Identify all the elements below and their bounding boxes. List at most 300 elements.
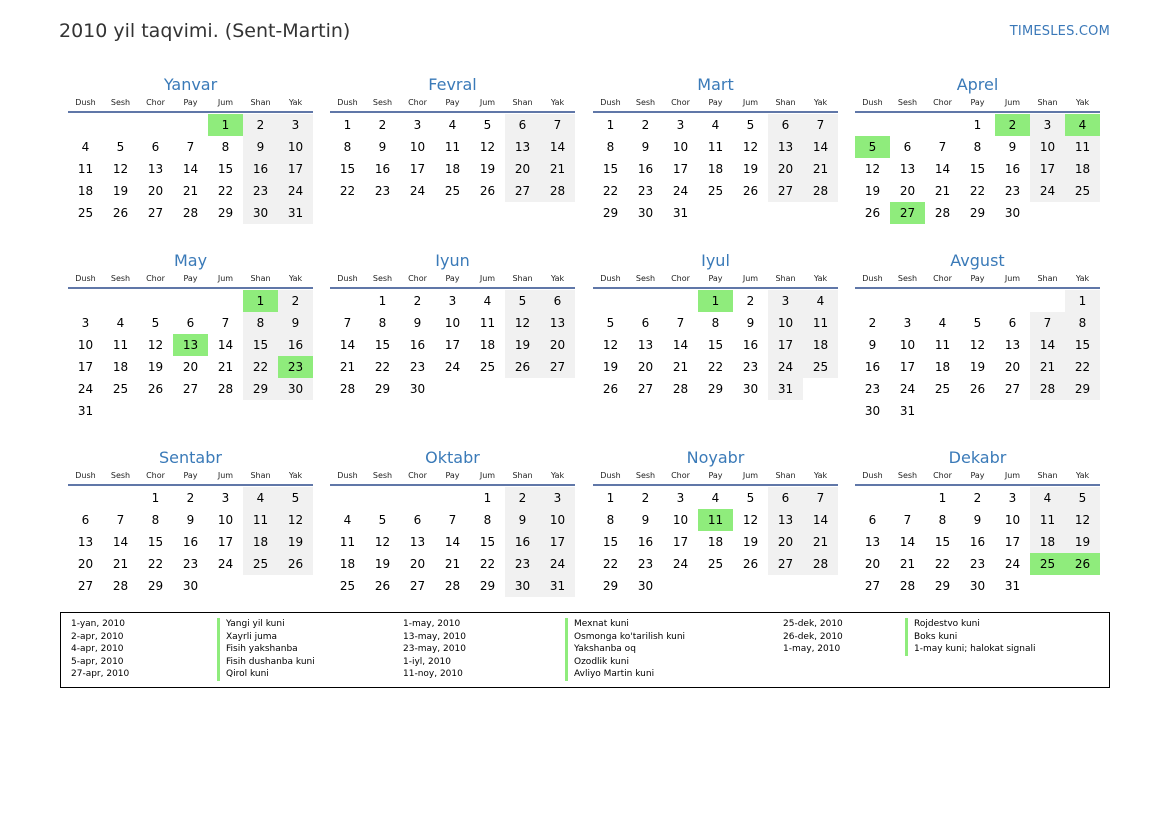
day-cell: 5 [278,487,313,509]
day-cell: 31 [768,378,803,400]
day-cell: 25 [707,184,724,198]
day-cell: 19 [742,535,759,549]
day-cell: 25 [707,557,724,571]
day-cell: 11 [243,509,278,531]
legend-date: 23-may, 2010 [403,644,466,654]
day-cell: 26 [112,206,129,220]
day-cell: 21 [217,360,234,374]
day-cell: 26 [602,382,619,396]
day-cell: 12 [374,535,391,549]
month-days-grid [593,97,838,220]
day-cell: 28 [934,206,951,220]
day-cell: 3 [278,114,313,136]
day-cell: 28 [339,382,356,396]
weekday-name: Sesh [372,274,393,283]
day-cell: 18 [707,535,724,549]
weekday-name: Chor [408,98,427,107]
weekday-header [68,470,313,486]
day-cell: 15 [147,535,164,549]
day-cell: 10 [1030,136,1065,158]
day-cell: 12 [112,162,129,176]
day-cell: 23 [1004,184,1021,198]
weekday-name: Chor [933,274,952,283]
day-cell: 19 [112,184,129,198]
day-cell: 25 [1065,180,1100,202]
holiday-day-cell: 13 [173,334,208,356]
day-cell: 23 [505,553,540,575]
month-days-grid [330,470,575,593]
holiday-day-cell: 5 [855,136,890,158]
day-cell: 17 [672,535,689,549]
weekday-name: Dush [862,274,883,283]
day-cell: 28 [1030,378,1065,400]
weekday-name: Pay [183,471,198,480]
day-cell: 9 [413,316,422,330]
day-cell: 14 [803,509,838,531]
day-cell: 20 [768,158,803,180]
day-cell: 16 [243,158,278,180]
day-cell: 12 [742,513,759,527]
day-cell: 15 [1065,334,1100,356]
day-cell: 12 [505,312,540,334]
day-cell: 28 [672,382,689,396]
day-cell: 30 [637,579,654,593]
day-cell: 15 [479,535,496,549]
weekday-name: Chor [146,274,165,283]
day-cell: 29 [602,206,619,220]
day-cell: 14 [899,535,916,549]
day-cell: 9 [868,338,877,352]
day-cell: 4 [938,316,947,330]
day-cell: 16 [505,531,540,553]
weekday-name: Pay [445,98,460,107]
month-calendar [330,73,575,198]
day-cell: 21 [540,158,575,180]
day-cell: 4 [116,316,125,330]
weekday-header [593,97,838,113]
weekday-name: Sesh [372,471,393,480]
weekday-name: Dush [75,471,96,480]
weekday-name: Dush [600,274,621,283]
day-cell: 1 [343,118,352,132]
day-cell: 30 [243,202,278,224]
legend-holiday-name: Avliyo Martin kuni [565,668,654,681]
day-cell: 23 [243,180,278,202]
weekday-name: Dush [75,274,96,283]
weekday-header [68,273,313,289]
weekday-name: Jum [479,98,496,107]
legend-holiday-name: Ozodlik kuni [565,656,629,669]
day-cell: 10 [540,509,575,531]
day-cell: 26 [479,184,496,198]
day-cell: 19 [505,334,540,356]
day-cell: 29 [1065,378,1100,400]
day-cell: 11 [803,312,838,334]
day-cell: 11 [1030,509,1065,531]
day-cell: 7 [938,140,947,154]
day-cell: 28 [182,206,199,220]
day-cell: 26 [742,184,759,198]
day-cell: 14 [444,535,461,549]
day-cell: 21 [803,531,838,553]
day-cell: 24 [899,382,916,396]
day-cell: 22 [479,557,496,571]
weekday-header [330,97,575,113]
day-cell: 26 [147,382,164,396]
day-cell: 8 [243,312,278,334]
weekday-name: Chor [671,98,690,107]
legend-date: 1-may, 2010 [783,644,841,654]
day-cell: 31 [77,404,94,418]
day-cell: 21 [1030,356,1065,378]
legend-date: 1-may, 2010 [403,619,461,629]
day-cell: 4 [1030,487,1065,509]
day-cell: 11 [112,338,129,352]
day-cell: 26 [742,557,759,571]
day-cell: 9 [378,140,387,154]
legend-date: 2-apr, 2010 [71,631,124,642]
day-cell: 18 [112,360,129,374]
day-cell: 30 [278,378,313,400]
day-cell: 19 [278,531,313,553]
day-cell: 22 [602,184,619,198]
day-cell: 6 [641,316,650,330]
day-cell: 20 [637,360,654,374]
weekday-name: Pay [708,274,723,283]
weekday-name: Pay [970,471,985,480]
day-cell: 23 [637,184,654,198]
month-name: May [173,251,208,270]
holiday-day-cell: 1 [208,114,243,136]
day-cell: 28 [444,579,461,593]
month-days-grid [593,470,838,593]
day-cell: 7 [1030,312,1065,334]
weekday-name: Shan [512,98,533,107]
day-cell: 8 [1065,312,1100,334]
day-cell: 12 [742,140,759,154]
day-cell: 18 [934,360,951,374]
day-cell: 28 [112,579,129,593]
weekday-name: Dush [337,274,358,283]
weekday-name: Shan [775,98,796,107]
weekday-name: Sesh [897,98,918,107]
day-cell: 16 [742,338,759,352]
day-cell: 13 [77,535,94,549]
day-cell: 24 [672,184,689,198]
day-cell: 4 [711,118,720,132]
day-cell: 16 [1004,162,1021,176]
day-cell: 10 [672,513,689,527]
day-cell: 15 [217,162,234,176]
day-cell: 20 [147,184,164,198]
weekday-name: Dush [337,98,358,107]
weekday-header [593,470,838,486]
day-cell: 27 [505,180,540,202]
day-cell: 23 [742,360,759,374]
day-cell: 27 [77,579,94,593]
day-cell: 28 [217,382,234,396]
weekday-name: Shan [250,471,271,480]
day-cell: 7 [676,316,685,330]
day-cell: 31 [899,404,916,418]
weekday-name: Yak [550,471,565,480]
day-cell: 24 [77,382,94,396]
holiday-day-cell: 1 [243,290,278,312]
day-cell: 2 [641,118,650,132]
day-cell: 29 [969,206,986,220]
month-calendar [593,446,838,593]
day-cell: 8 [221,140,230,154]
day-cell: 3 [676,491,685,505]
day-cell: 15 [707,338,724,352]
day-cell: 11 [934,338,951,352]
day-cell: 28 [899,579,916,593]
day-cell: 10 [672,140,689,154]
day-cell: 5 [483,118,492,132]
day-cell: 3 [676,118,685,132]
weekday-name: Sesh [110,471,131,480]
legend-date: 11-noy, 2010 [403,669,463,679]
weekday-name: Jum [479,471,496,480]
weekday-name: Shan [250,274,271,283]
day-cell: 24 [1030,180,1065,202]
day-cell: 29 [243,378,278,400]
day-cell: 17 [77,360,94,374]
day-cell: 2 [413,294,422,308]
site-link[interactable]: TIMESLES.COM [1009,24,1110,39]
day-cell: 7 [540,114,575,136]
legend-holiday-name: Xayrli juma [217,631,277,644]
month-name: Iyul [701,251,730,270]
day-cell: 18 [707,162,724,176]
day-cell: 12 [278,509,313,531]
month-calendar [68,249,313,418]
weekday-name: Chor [671,274,690,283]
month-days-grid [855,273,1100,418]
day-cell: 11 [707,140,724,154]
day-cell: 2 [278,290,313,312]
day-cell: 30 [1004,206,1021,220]
month-name: Oktabr [425,448,480,467]
day-cell: 16 [864,360,881,374]
day-cell: 13 [505,136,540,158]
day-cell: 12 [969,338,986,352]
day-cell: 16 [969,535,986,549]
day-cell: 25 [444,184,461,198]
day-cell: 9 [243,136,278,158]
day-cell: 21 [803,158,838,180]
day-cell: 4 [81,140,90,154]
month-calendar [68,73,313,220]
weekday-name: Pay [445,471,460,480]
day-cell: 11 [77,162,94,176]
day-cell: 11 [479,316,496,330]
legend-date: 27-apr, 2010 [71,669,130,679]
day-cell: 29 [934,579,951,593]
day-cell: 13 [1004,338,1021,352]
day-cell: 7 [448,513,457,527]
day-cell: 1 [938,491,947,505]
day-cell: 2 [641,491,650,505]
day-cell: 8 [973,140,982,154]
day-cell: 25 [339,579,356,593]
weekday-name: Shan [512,471,533,480]
day-cell: 24 [409,184,426,198]
legend-holiday-name: Rojdestvo kuni [905,618,980,631]
day-cell: 14 [112,535,129,549]
day-cell: 20 [182,360,199,374]
month-calendar [330,446,575,593]
day-cell: 5 [746,118,755,132]
day-cell: 14 [672,338,689,352]
day-cell: 18 [479,338,496,352]
day-cell: 12 [147,338,164,352]
day-cell: 7 [803,487,838,509]
weekday-name: Yak [1075,274,1090,283]
day-cell: 30 [637,206,654,220]
day-cell: 5 [505,290,540,312]
day-cell: 30 [969,579,986,593]
day-cell: 12 [1065,509,1100,531]
day-cell: 3 [540,487,575,509]
day-cell: 3 [221,491,230,505]
day-cell: 25 [803,356,838,378]
day-cell: 25 [77,206,94,220]
month-days-grid [855,470,1100,593]
month-days-grid [330,273,575,396]
day-cell: 17 [672,162,689,176]
day-cell: 30 [505,575,540,597]
month-days-grid [855,97,1100,220]
legend-date: 5-apr, 2010 [71,656,124,667]
page-title: 2010 yil taqvimi. (Sent-Martin) [59,20,351,42]
day-cell: 17 [899,360,916,374]
legend-date: 13-may, 2010 [403,631,466,642]
day-cell: 18 [1030,531,1065,553]
day-cell: 2 [505,487,540,509]
weekday-name: Chor [933,98,952,107]
weekday-name: Shan [250,98,271,107]
holiday-day-cell: 4 [1065,114,1100,136]
weekday-name: Yak [813,471,828,480]
day-cell: 23 [409,360,426,374]
day-cell: 27 [768,180,803,202]
day-cell: 4 [448,118,457,132]
day-cell: 5 [1065,487,1100,509]
weekday-name: Sesh [110,98,131,107]
day-cell: 7 [803,114,838,136]
weekday-name: Yak [813,274,828,283]
legend-holiday-name: Mexnat kuni [565,618,629,631]
day-cell: 29 [374,382,391,396]
legend-holiday-name: Osmonga ko'tarilish kuni [565,631,685,644]
day-cell: 6 [540,290,575,312]
day-cell: 1 [483,491,492,505]
day-cell: 24 [1004,557,1021,571]
day-cell: 10 [768,312,803,334]
weekday-name: Dush [337,471,358,480]
weekday-name: Jum [1004,471,1021,480]
day-cell: 19 [969,360,986,374]
day-cell: 21 [339,360,356,374]
weekday-name: Jum [1004,274,1021,283]
day-cell: 2 [243,114,278,136]
day-cell: 20 [77,557,94,571]
day-cell: 17 [768,334,803,356]
weekday-name: Pay [970,274,985,283]
day-cell: 3 [1030,114,1065,136]
day-cell: 10 [217,513,234,527]
day-cell: 4 [711,491,720,505]
day-cell: 23 [637,557,654,571]
day-cell: 3 [903,316,912,330]
day-cell: 14 [540,136,575,158]
day-cell: 5 [973,316,982,330]
day-cell: 27 [864,579,881,593]
day-cell: 6 [81,513,90,527]
legend-date: 4-apr, 2010 [71,644,124,654]
day-cell: 6 [768,487,803,509]
day-cell: 21 [899,557,916,571]
day-cell: 10 [899,338,916,352]
holiday-day-cell: 26 [1065,553,1100,575]
weekday-name: Shan [775,471,796,480]
day-cell: 4 [343,513,352,527]
month-days-grid [68,97,313,220]
day-cell: 9 [641,140,650,154]
day-cell: 2 [868,316,877,330]
day-cell: 2 [378,118,387,132]
legend-holiday-name: Yangi yil kuni [217,618,285,631]
day-cell: 22 [969,184,986,198]
weekday-header [855,273,1100,289]
day-cell: 24 [768,356,803,378]
legend-date: 1-iyl, 2010 [403,656,451,667]
day-cell: 7 [221,316,230,330]
day-cell: 21 [444,557,461,571]
day-cell: 15 [602,535,619,549]
day-cell: 12 [479,140,496,154]
day-cell: 5 [116,140,125,154]
day-cell: 29 [147,579,164,593]
day-cell: 5 [606,316,615,330]
day-cell: 18 [444,162,461,176]
weekday-name: Shan [1037,274,1058,283]
day-cell: 19 [374,557,391,571]
legend-holiday-name: Yakshanba oq [565,643,636,656]
day-cell: 10 [409,140,426,154]
day-cell: 5 [378,513,387,527]
holiday-day-cell: 23 [278,356,313,378]
day-cell: 28 [803,180,838,202]
weekday-header [593,273,838,289]
day-cell: 8 [711,316,720,330]
weekday-name: Sesh [635,471,656,480]
day-cell: 5 [746,491,755,505]
day-cell: 13 [768,136,803,158]
weekday-name: Pay [708,98,723,107]
month-calendar [593,73,838,220]
day-cell: 3 [1008,491,1017,505]
day-cell: 31 [278,202,313,224]
day-cell: 14 [934,162,951,176]
day-cell: 8 [606,513,615,527]
day-cell: 24 [672,557,689,571]
legend-holiday-name: Boks kuni [905,631,957,644]
day-cell: 31 [672,206,689,220]
day-cell: 9 [973,513,982,527]
day-cell: 9 [746,316,755,330]
